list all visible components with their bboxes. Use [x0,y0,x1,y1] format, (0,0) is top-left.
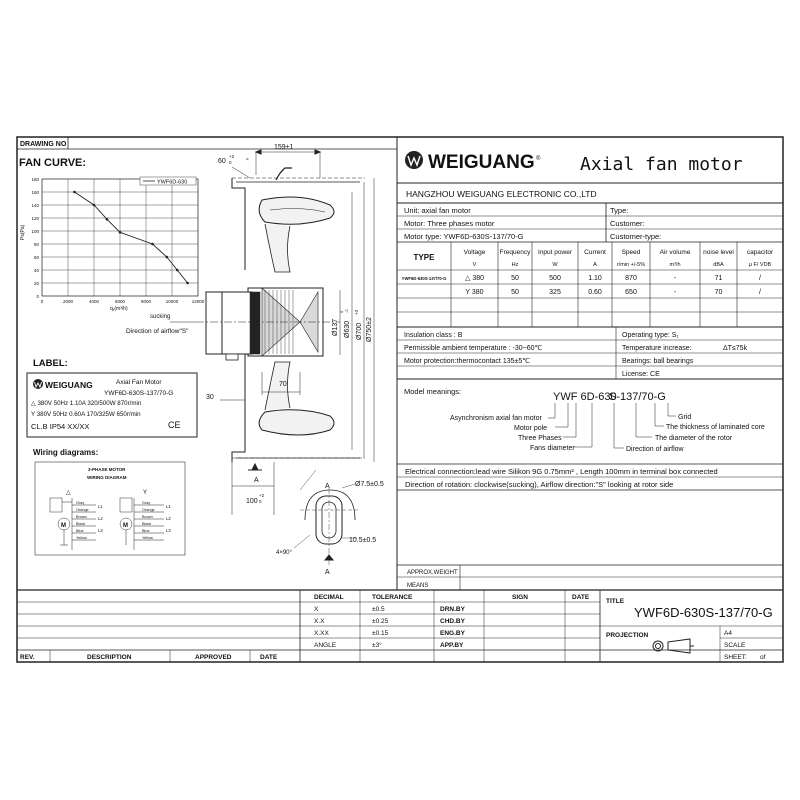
dim-10-5: 10.5±0.5 [349,537,377,544]
chart-point [93,204,96,207]
dim-630: Ø630 [344,320,351,338]
tb-tolerance-cell: ±0.25 [372,618,389,625]
fan-curve-heading: FAN CURVE: [19,157,87,169]
prop-temp-value: ΔT≤75k [723,345,748,352]
dim-137: Ø137 [332,318,339,336]
wire-label-left: Gray [76,501,85,505]
wiring-delta: △ [66,490,71,496]
chart-y-tick-label: 120 [31,215,39,221]
wiring-motor-left: M [61,523,66,529]
dim-7-5: Ø7.5±0.5 [355,481,384,488]
chart-y-tick-label: 60 [33,254,39,260]
direction-of-rotation: Direction of rotation: clockwise(sucking), Airflow direction:"S" looking at rotor side [405,480,674,489]
perf-col-header: Air volume [659,249,691,256]
spec-motor: Motor: Three phases motor [404,219,495,228]
chart-y-tick-label: 180 [31,176,39,182]
perf-cell: △ 380 [464,275,485,282]
wiring-heading: Wiring diagrams: [33,448,99,457]
approx-weight-label: APPROX.WEIGHT [407,570,458,576]
tb-tolerance-rows [314,606,466,649]
mm-right-1: Grid [678,414,692,421]
tb-tolerance-cell: ±3° [372,642,382,649]
tb-role-cell: APP.BY [440,642,464,649]
tb-role-cell: ENG.BY [440,630,465,637]
perf-cell: 870 [625,275,637,282]
header-logo-icon [405,151,423,169]
perf-cell: 71 [714,275,723,282]
chart-y-ticks [31,177,39,299]
tb-approved-header: APPROVED [195,654,232,661]
mm-right-4: Direction of airflow [626,446,684,453]
perf-col-header: Speed [621,249,641,256]
chart-y-tick-label: 40 [33,267,39,273]
dim-30: 30 [206,394,214,401]
chart-y-tick-label: 20 [33,280,39,286]
chart-x-tick-label: 8000 [140,299,152,304]
spec-unit: Unit: axial fan motor [404,206,471,215]
header-brand: WEIGUANG [428,152,535,173]
dim-100-tol-top: +2 [259,493,265,498]
tb-paper-size: A4 [724,630,732,637]
chart-y-tick-label: 80 [33,241,39,247]
perf-col-unit: V [472,262,477,268]
chart-point [166,256,169,259]
label-heading: LABEL: [33,358,68,369]
wiring-wires-left [76,501,103,540]
model-code-a: YWF 6D-630 [553,391,617,403]
tb-date-header: DATE [572,594,590,601]
dim-159: 159±1 [274,144,294,151]
tb-decimal-cell: X.XX [314,630,329,637]
wire-label-right: Black [142,522,152,526]
perf-cell: - [673,275,677,282]
chart-y-axis-label: Pѕ(Pa) [20,224,26,240]
spec-type-label: Type: [610,206,629,215]
wire-label-right: Brown [142,515,153,519]
wire-label-left: Yellow [76,536,87,540]
wire-label-right: Gray [142,501,151,505]
chart-x-tick-label: 4000 [88,299,100,304]
dim-4x90: 4×90° [276,550,292,556]
perf-cell: / [759,289,761,296]
chart-point [106,218,109,221]
perf-col-unit: A [593,262,597,268]
model-code-b: S-137/70-G [609,391,666,403]
perf-cell: 0.60 [588,289,602,296]
tb-sheet-of: of [760,654,766,661]
wire-label-right: Blue [142,529,150,533]
wire-terminal-label: L3 [166,528,171,533]
chart-x-ticks [41,299,205,304]
airflow-direction-label: Direction of airflow"S" [126,328,189,335]
perf-cell: - [673,289,677,296]
prop-license: License: CE [622,371,660,378]
perf-col-header: noise level [703,249,734,256]
chart-y-tick-label: 140 [31,202,39,208]
sucking-label: sucking [150,314,171,320]
wire-label-left: Orange [76,508,89,512]
tb-role-cell: DRN.BY [440,606,465,613]
dim-100: 100 [246,498,258,505]
mm-right-2: The thickness of laminated core [666,424,765,431]
chart-point [186,282,189,285]
section-a-mid: A [325,483,330,490]
perf-cell: 650 [625,289,637,296]
tb-decimal-header: DECIMAL [314,594,344,601]
label-model: YWF6D-630S-137/70-G [104,390,174,397]
tb-sign-header: SIGN [512,594,528,601]
wire-terminal-label: L1 [166,504,171,509]
electrical-connection: Electrical connection:lead wire Silikon 9G 0.75mm² , Length 100mm in terminal box connected [405,467,718,476]
dim-750: Ø750±2 [366,317,373,342]
perf-cell: 500 [549,275,561,282]
dim-700-tol: +3 [354,309,359,315]
tb-projection-label: PROJECTION [606,632,649,639]
perf-col-header: Current [584,249,606,256]
section-a-bottom: A [325,569,330,576]
wire-terminal-label: L3 [98,528,103,533]
dim-630-tol-top: 0 [339,310,344,313]
chart-y-tick-label: 0 [36,293,39,299]
prop-bearings: Bearings: ball bearings [622,358,694,365]
perf-col-unit: μ F/ VDB [748,262,772,268]
prop-temp-increase: Temperature increase: [622,345,692,352]
tb-tolerance-header: TOLERANCE [372,594,413,601]
chart-x-tick-label: 0 [40,299,44,304]
tb-description-header: DESCRIPTION [87,654,132,661]
mm-left-4: Fans diameter [530,445,575,452]
mm-left-3: Three Phases [518,435,562,442]
mm-left-1: Asynchronism axial fan motor [450,415,542,422]
chart-point [73,191,76,194]
tb-decimal-cell: ANGLE [314,642,337,649]
chart-series [73,191,189,285]
tb-tolerance-cell: ±0.15 [372,630,389,637]
tb-sheet-label: SHEET: [724,654,747,661]
fan-curve-chart [20,177,205,312]
perf-cell: Y 380 [465,289,484,296]
wire-label-right: Yellow [142,536,153,540]
chart-y-tick-label: 160 [31,189,39,195]
prop-ambient-temp: Permissible ambient temperature : -30~60℃ [404,345,543,352]
spec-customer-type: Customer-type: [610,232,662,241]
tb-decimal-cell: X [314,606,319,613]
wire-terminal-label: L2 [166,516,171,521]
company-name: HANGZHOU WEIGUANG ELECTRONIC CO.,LTD [406,189,597,199]
wire-label-left: Black [76,522,86,526]
spec-customer: Customer: [610,219,645,228]
dim-630-tol-bot: -2 [344,309,349,313]
chart-legend-label: YWF6D-630 [157,179,188,186]
drawing-no-label: DRAWING NO [20,141,67,148]
tb-rev-header: REV. [20,654,35,661]
label-line-2: Y 380V 50Hz 0.60A 170/325W 650r/min [31,411,141,418]
chart-point [151,243,154,246]
label-ce-mark: CE [168,420,181,430]
tb-title-value: YWF6D-630S-137/70-G [634,605,773,620]
perf-cell: / [759,275,761,282]
chart-x-tick-label: 2000 [62,299,74,304]
perf-type-header: TYPE [413,253,435,262]
perf-col-unit: dBA [713,262,724,268]
perf-cell: 70 [714,289,723,296]
prop-operating-type: Operating type: S₁ [622,332,679,339]
wiring-wires-right [142,501,171,540]
section-a-top: A [254,477,259,484]
perf-col-unit: Hz [511,262,519,268]
means-label: MEANS [407,583,429,589]
chart-x-tick-label: 6000 [114,299,126,304]
mm-left-2: Motor pole [514,425,548,432]
chart-x-tick-label: 10000 [165,299,179,304]
wire-terminal-label: L2 [98,516,103,521]
dim-60: 60 [218,158,226,165]
label-brand: WEIGUANG [45,380,93,390]
label-line-3: CL.B IP54 XX/XX [31,422,90,431]
perf-col-header: Input power [538,249,572,256]
chart-point [176,269,179,272]
wiring-title-1: 3-PHASE MOTOR [88,467,126,472]
spec-motor-type: Motor type: YWF6D-630S-137/70-G [404,232,524,241]
dim-60-degree: ° [246,158,249,165]
performance-table [397,242,783,327]
perf-col-unit: m³/h [669,262,681,268]
perf-col-unit: r/min +/-5% [616,262,646,268]
label-logo-icon [33,379,43,389]
chart-x-tick-label: 12000 [191,299,205,304]
perf-cell: 50 [511,289,519,296]
tb-date2-header: DATE [260,654,278,661]
fan-side-view-drawing [170,150,377,565]
wiring-title-2: WIRING DIAGRAM [87,475,127,480]
tb-decimal-cell: X.X [314,618,325,625]
header-product-title: Axial fan motor [580,154,743,175]
wire-label-left: Blue [76,529,84,533]
prop-insulation: Insulation class : B [404,332,463,339]
perf-col-unit: W [552,262,558,268]
label-title: Axial Fan Motor [116,379,162,386]
perf-cell: 1.10 [588,275,602,282]
perf-cell: 325 [549,289,561,296]
wire-label-left: Brown [76,515,87,519]
prop-protection: Motor protection:thermocontact 135±5℃ [404,358,531,365]
chart-grid [42,179,198,296]
wire-terminal-label: L1 [98,504,103,509]
perf-col-header: Frequency [499,249,531,256]
mm-right-3: The diameter of the rotor [655,435,733,442]
tb-role-cell: CHD.BY [440,618,465,625]
wiring-wye: Y [143,490,148,496]
header-registered-mark: ® [536,156,541,162]
dim-70: 70 [279,381,287,388]
wire-label-right: Orange [142,508,155,512]
chart-x-axis-label: qᵥ(m³/h) [110,306,128,312]
tb-title-label: TITLE [606,598,625,605]
perf-col-header: capacitor [746,249,774,256]
tb-tolerance-cell: ±0.5 [372,606,385,613]
label-line-1: △ 380V 50Hz 1.10A 320/500W 870r/min [31,400,142,407]
wiring-motor-right: M [123,523,128,529]
dim-60-tol-bot: 0 [229,160,232,165]
dim-700: Ø700 [356,322,363,340]
perf-cell: 50 [511,275,519,282]
chart-point [119,231,122,234]
chart-y-tick-label: 100 [31,228,39,234]
dim-100-tol-bot: 0 [259,499,262,504]
perf-col-header: Voltage [463,249,486,256]
perf-model-cell: YWF6D-630S-137/70-G [401,276,447,281]
dim-60-tol-top: +2 [229,154,235,159]
chart-series-line [75,192,188,283]
tb-scale-label: SCALE [724,642,746,649]
model-meanings-heading: Model meanings: [404,387,462,396]
